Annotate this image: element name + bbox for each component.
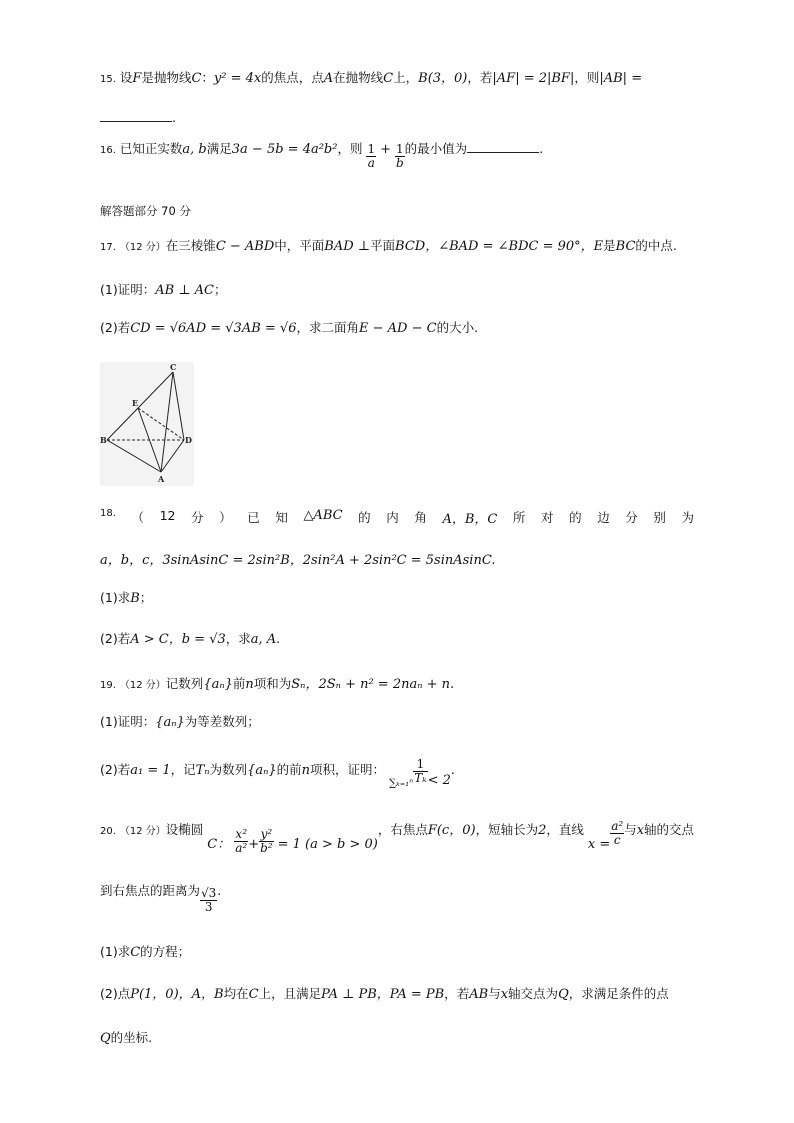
q19-stem: 19. （12 分）记数列{aₙ}前n项和为Sₙ，2Sₙ + n² = 2naₙ + n. — [100, 676, 455, 692]
q18-part2: (2)若A > C，b = √3，求a, A. — [100, 631, 281, 647]
q19-part1: (1)证明：{aₙ}为等差数列； — [100, 714, 260, 730]
q16-fraction-a: $\frac{1}{a}$ — [367, 142, 376, 171]
q16-fraction-b: $\frac{1}{b}$ — [395, 142, 404, 171]
tetrahedron-diagram — [100, 362, 194, 486]
q20-stem-line2: 到右焦点的距离为 $\frac{√3}{3}$ . — [100, 883, 222, 914]
q15-line1: 15. 设F是抛物线C：y² = 4x的焦点，点A在抛物线C上，B(3，0)，若|AF| = 2|BF|，则|AB| = — [100, 70, 643, 86]
q19-sum-fraction: $\frac{1}{\text{Tₖ}}$ — [414, 757, 427, 786]
q20-part2: (2)点P(1，0)，A，B均在C上，且满足PA ⊥ PB，PA = PB，若AB与x轴交点为Q，求满足条件的点 — [100, 986, 669, 1002]
section-heading: 解答题部分 70 分 — [100, 204, 191, 218]
q18-stem-line2: a，b，c，3sinAsinC = 2sin²B，2sin²A + 2sin²C = 5sinAsinC. — [100, 553, 496, 568]
q19-part2: (2)若a₁ = 1，记Tₙ为数列{aₙ}的前n项积，证明： $_{\sum_{k=1}^n}$ $\frac{1}{\text{Tₖ}}$ < 2. — [100, 757, 455, 790]
q16-line: 16. 已知正实数a, b满足3a − 5b = 4a²b²，则 $\frac{1}{a}$ + $\frac{1}{b}$ 的最小值为 . — [100, 141, 544, 171]
q16-answer-blank — [467, 152, 539, 153]
q15-answer-blank — [100, 121, 172, 122]
fig-label-b: B — [100, 435, 107, 445]
q20-distance-fraction: $\frac{√3}{3}$ — [201, 885, 217, 914]
q17-stem: 17. （12 分）在三棱锥C − ABD中，平面BAD ⊥平面BCD，∠BAD = ∠BDC = 90°，E是BC的中点. — [100, 238, 677, 254]
edge-cd — [173, 372, 184, 440]
q20-fraction-x: $\frac{\text{x²}}{\text{a²}}$ — [235, 827, 248, 856]
q17-part2: (2)若CD = √6AD = √3AB = √6，求二面角E − AD − C的大小. — [100, 320, 479, 336]
q17-part1: (1)证明：AB ⊥ AC； — [100, 282, 227, 298]
fig-label-e: E — [132, 398, 139, 408]
q20-fraction-a2c: $\frac{\text{a²}}{c}$ — [611, 819, 624, 848]
fig-label-c: C — [170, 362, 177, 372]
q18-stem-line1: 18. （ 12 分 ） 已 知 △ABC 的 内 角 A，B，C 所 对 的 边 分 别 为 — [100, 508, 694, 527]
q20-fraction-y: $\frac{\text{y²}}{\text{b²}}$ — [260, 827, 273, 856]
fig-label-d: D — [185, 435, 192, 445]
q18-part1: (1)求B； — [100, 590, 153, 606]
q15-line2: . — [100, 112, 176, 125]
edge-cb — [107, 372, 173, 440]
q20-stem-line1: 20. （12 分）设椭圆 C： $\frac{\text{x²}}{\text{a²}}$ + $\frac{\text{y²}}{\text{b²}}$ = 1 (a > b > 0)，右焦点F(c，0)，短轴长为2，直线 x = $\frac{\text{a²}}{c}$ 与x轴的交点 — [100, 819, 695, 856]
tetrahedron-figure — [100, 362, 194, 486]
q20-part2-cont: Q的坐标. — [100, 1030, 153, 1046]
edge-ed-hidden — [138, 408, 184, 440]
fig-label-a: A — [158, 474, 165, 484]
edge-ba — [107, 440, 161, 472]
q20-part1: (1)求C的方程； — [100, 944, 191, 960]
